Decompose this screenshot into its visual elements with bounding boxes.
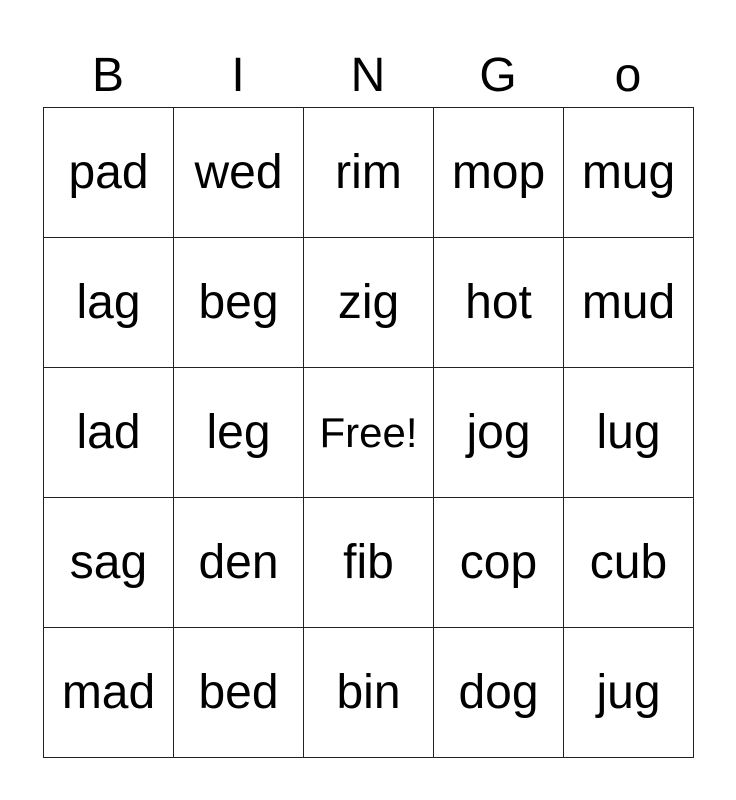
bingo-cell[interactable]: lag [44, 238, 174, 368]
bingo-cell[interactable]: lad [44, 368, 174, 498]
bingo-cell[interactable]: wed [174, 108, 304, 238]
bingo-cell[interactable]: leg [174, 368, 304, 498]
bingo-cell[interactable]: lug [564, 368, 694, 498]
bingo-cell[interactable]: zig [304, 238, 434, 368]
bingo-cell[interactable]: dog [434, 628, 564, 758]
bingo-cell[interactable]: jug [564, 628, 694, 758]
bingo-cell[interactable]: jog [434, 368, 564, 498]
bingo-cell[interactable]: hot [434, 238, 564, 368]
bingo-grid [43, 107, 694, 758]
bingo-cell[interactable]: fib [304, 498, 434, 628]
header-letter-i: I [231, 48, 245, 102]
bingo-cell[interactable]: den [174, 498, 304, 628]
bingo-cell[interactable]: mug [564, 108, 694, 238]
bingo-card [43, 40, 693, 758]
header-letter-o: o [614, 48, 642, 102]
bingo-header [43, 40, 693, 107]
bingo-cell[interactable]: sag [44, 498, 174, 628]
bingo-cell[interactable]: bin [304, 628, 434, 758]
free-space-cell[interactable]: Free! [304, 368, 434, 498]
header-letter-n: N [350, 48, 386, 102]
bingo-cell[interactable]: mop [434, 108, 564, 238]
bingo-cell[interactable]: pad [44, 108, 174, 238]
bingo-cell[interactable]: bed [174, 628, 304, 758]
bingo-cell[interactable]: cop [434, 498, 564, 628]
header-letter-g: G [479, 48, 517, 102]
bingo-cell[interactable]: cub [564, 498, 694, 628]
bingo-cell[interactable]: mud [564, 238, 694, 368]
bingo-cell[interactable]: mad [44, 628, 174, 758]
header-letter-b: B [91, 48, 124, 102]
bingo-cell[interactable]: rim [304, 108, 434, 238]
bingo-cell[interactable]: beg [174, 238, 304, 368]
